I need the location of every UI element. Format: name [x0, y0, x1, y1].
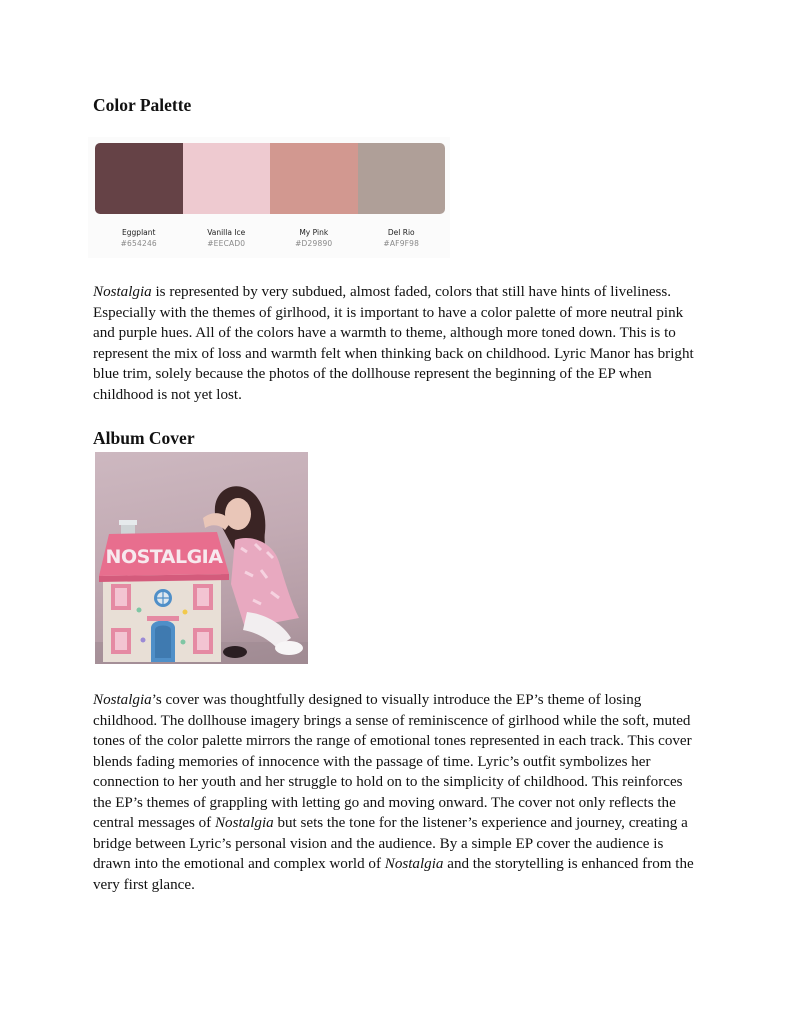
album-cover-illustration [95, 452, 308, 664]
album-cover-heading: Album Cover [93, 428, 195, 448]
girl-face [225, 498, 251, 530]
italic-title: Nostalgia [93, 284, 152, 300]
italic-title: Nostalgia [384, 856, 444, 872]
swatch-name: My Pink [299, 228, 329, 237]
flower-decoration [137, 608, 142, 613]
color-palette-graphic [88, 137, 450, 258]
window-lower-right-glass [197, 632, 209, 650]
swatch-hex: #654246 [120, 239, 157, 248]
swatch-hex: #EECAD0 [207, 239, 246, 248]
swatch-vanilla-ice [183, 143, 271, 214]
album-cover-image [95, 452, 308, 664]
door-awning [147, 616, 179, 621]
swatch-hex: #AF9F98 [383, 239, 420, 248]
swatch-name: Eggplant [122, 228, 156, 237]
paragraph-text: ’s cover was thoughtfully designed to visually introduce the EP’s theme of losing childhood. The dollhouse imagery brings a sense of reminiscence of girlhood while the soft, muted tones of the color palette mirrors the range of emotional tones represented in each track. This cover blends fading memories of innocence with the passage of time. Lyric’s outfit symbolizes her connection to her youth and her struggle to hold on to the simplicity of childhood. This reinforces the EP’s themes of grappling with letting go and moving onward. The cover not only reflects the central messages of [93, 692, 692, 831]
swatch-bar [95, 143, 445, 214]
swatch-eggplant [95, 143, 183, 214]
flower-decoration [183, 610, 188, 615]
chimney-top [119, 520, 137, 525]
girl-dress [231, 538, 299, 628]
roof-text: NOSTALGIA [105, 546, 223, 568]
swatch-label [95, 228, 183, 249]
girl-shoe [275, 641, 303, 655]
girl-boot [223, 646, 247, 658]
house-door-panel [155, 626, 171, 659]
swatch-my-pink [270, 143, 358, 214]
window-upper-left-glass [115, 588, 127, 606]
swatch-name: Del Rio [387, 228, 415, 237]
paragraph-text: but sets the tone for the listener’s experience and journey, creating a bridge between Lyric’s personal vision and the audience. By a simple EP cover the audience is drawn into the emotional and complex world of [93, 815, 688, 872]
color-palette-heading: Color Palette [93, 95, 192, 115]
paragraph-text: and the storytelling is enhanced from the very first glance. [93, 856, 694, 893]
cover-description-paragraph [93, 690, 703, 895]
swatch-hex: #D29890 [295, 239, 333, 248]
flower-decoration [181, 640, 186, 645]
swatch-del-rio [358, 143, 446, 214]
window-lower-left-glass [115, 632, 127, 650]
swatch-labels [95, 228, 445, 249]
paragraph-text: is represented by very subdued, almost faded, colors that still have hints of liveliness. Especially with the themes of girlhood, it is important to have a color palette of more neutral pink and purple hues. All of the colors have a warmth to theme, although more toned down. This is to represent the mix of loss and warmth felt when thinking back on childhood. Lyric Manor has bright blue trim, solely because the photos of the dollhouse represent the beginning of the EP when childhood is not yet lost. [93, 284, 694, 403]
swatch-label [270, 228, 358, 249]
swatch-label [183, 228, 271, 249]
window-upper-right-glass [197, 588, 209, 606]
swatch-label [358, 228, 446, 249]
flower-decoration [141, 638, 146, 643]
swatch-name: Vanilla Ice [207, 228, 246, 237]
italic-title: Nostalgia [93, 692, 152, 708]
palette-description-paragraph [93, 282, 703, 405]
italic-title: Nostalgia [214, 815, 274, 831]
